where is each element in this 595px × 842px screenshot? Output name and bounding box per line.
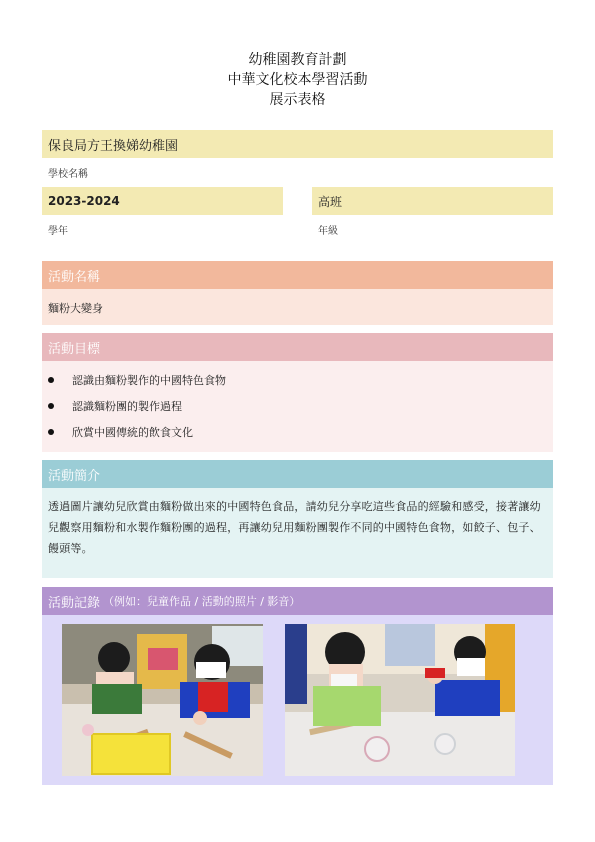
school-name-label: 學校名稱	[48, 169, 88, 180]
activity-record-subheading: （例如：兒童作品 / 活動的照片 / 影音）	[103, 595, 301, 608]
grade-value: 高班	[318, 194, 343, 209]
goal-item	[48, 398, 182, 414]
goal-text: 認識麵粉團的製作過程	[72, 400, 182, 413]
goal-text: 認識由麵粉製作的中國特色食物	[72, 374, 226, 387]
school-year-value: 2023-2024	[48, 194, 120, 208]
activity-goals-heading: 活動目標	[48, 341, 101, 357]
activity-intro-text: 透過圖片讓幼兒欣賞由麵粉做出來的中國特色食品，請幼兒分享吃這些食品的經驗和感受，接著讓幼兒觀察用麵粉和水製作麵粉團的過程，再讓幼兒用麵粉團製作不同的中國特色食物，如餃子、包子、饅頭等。	[48, 500, 541, 555]
activity-photo-1	[62, 624, 263, 776]
document-title	[0, 50, 595, 110]
goal-text: 欣賞中國傳統的飲食文化	[72, 426, 193, 439]
activity-record-header	[42, 587, 553, 615]
school-name-field	[42, 130, 553, 158]
title-line-2: 中華文化校本學習活動	[227, 72, 368, 88]
goal-item	[48, 424, 193, 440]
grade-label: 年級	[318, 226, 338, 237]
school-year-field	[42, 187, 283, 215]
activity-name-header	[42, 261, 553, 289]
goal-item	[48, 372, 226, 388]
activity-goals-header	[42, 333, 553, 361]
activity-photo-2	[285, 624, 515, 776]
title-line-1: 幼稚園教育計劃	[248, 52, 347, 68]
grade-field	[312, 187, 553, 215]
title-line-3: 展示表格	[269, 92, 326, 108]
bullet-icon	[48, 403, 54, 409]
activity-name-heading: 活動名稱	[48, 269, 101, 285]
activity-intro-heading: 活動簡介	[48, 468, 101, 484]
activity-name-panel	[42, 289, 553, 325]
activity-record-heading: 活動記錄	[48, 595, 101, 611]
school-year-label: 學年	[48, 226, 68, 237]
bullet-icon	[48, 429, 54, 435]
activity-name-value: 麵粉大變身	[48, 302, 103, 315]
school-name-value: 保良局方王換娣幼稚園	[48, 138, 179, 154]
bullet-icon	[48, 377, 54, 383]
activity-intro-header	[42, 460, 553, 488]
